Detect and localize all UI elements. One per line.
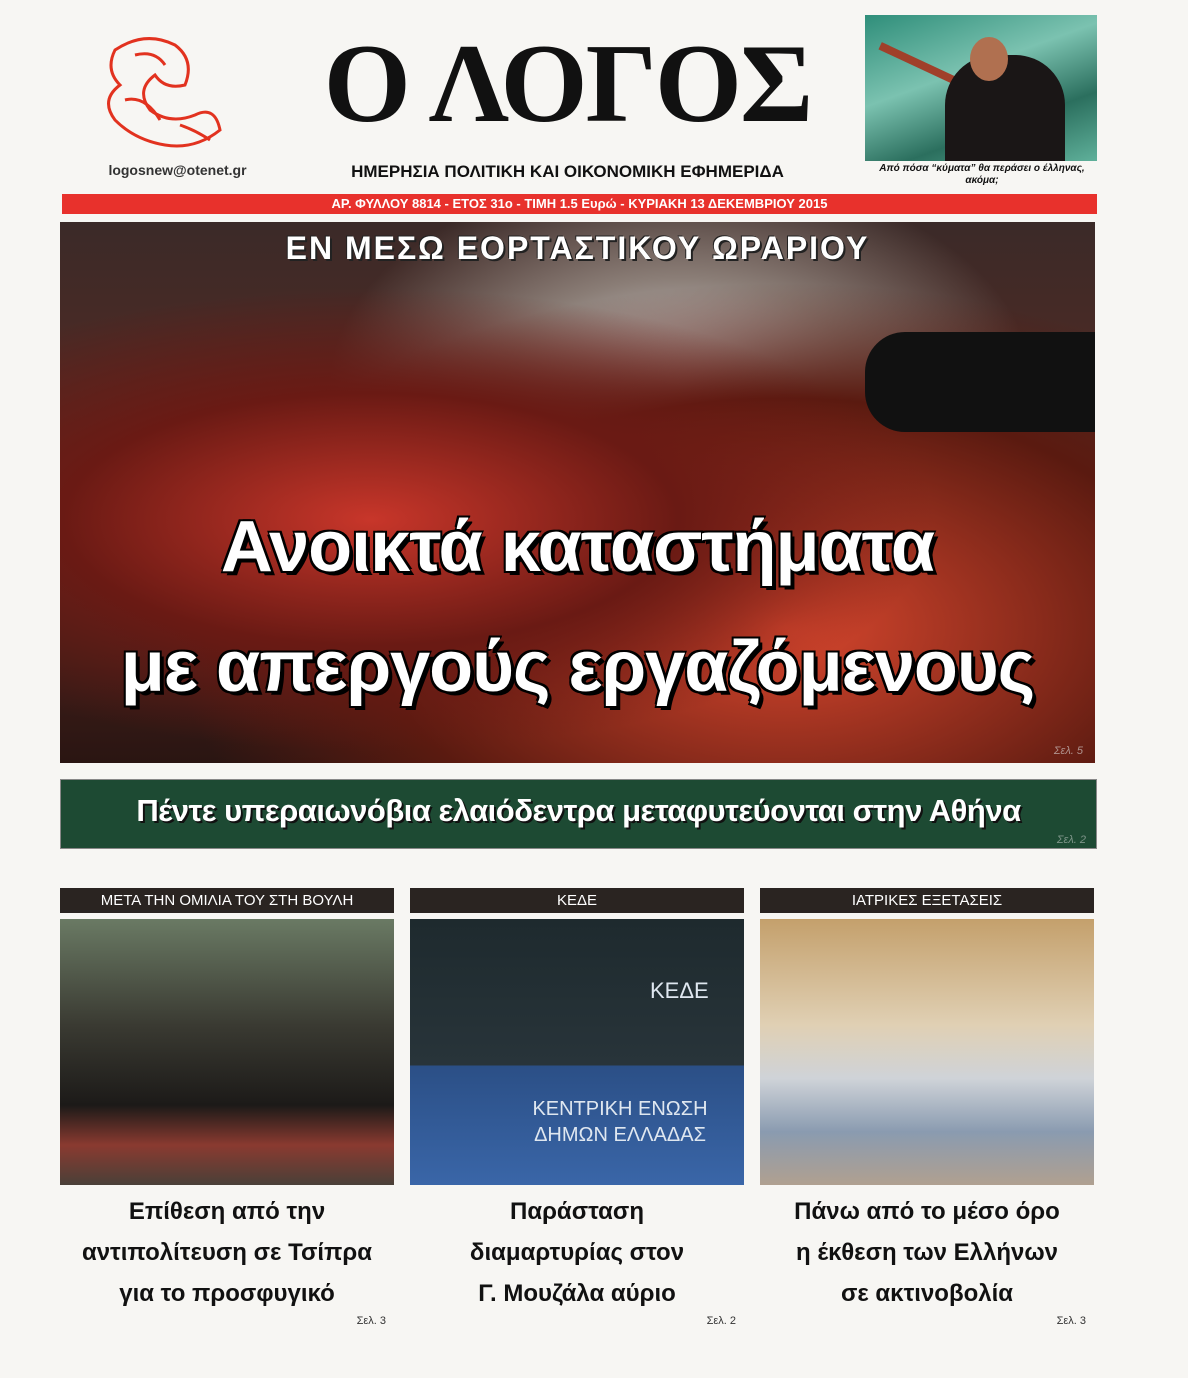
- story-page-ref: Σελ. 3: [356, 1315, 386, 1327]
- story-headline-line: Γ. Μουζάλα αύριο: [478, 1280, 676, 1307]
- cartoon-caption: Από πόσα “κύματα” θα περάσει ο έλληνας, ακόμα;: [879, 163, 1085, 186]
- story-headline-line: σε ακτινοβολία: [840, 1280, 1014, 1307]
- story-photo: [60, 919, 394, 1185]
- logo-illustration: [95, 30, 230, 155]
- banner-page-ref: Σελ. 2: [1056, 834, 1086, 846]
- issue-info-bar: ΑΡ. ΦΥΛΛΟΥ 8814 - ΕΤΟΣ 31ο - ΤΙΜΗ 1.5 Ευρώ - ΚΥΡΙΑΚΗ 13 ΔΕΚΕΜΒΡΙΟΥ 2015: [62, 194, 1097, 214]
- masthead-title: Ο ΛΟΓΟΣ: [323, 22, 812, 146]
- story-refugees[interactable]: [60, 888, 394, 1328]
- story-headline-line: διαμαρτυρίας στον: [469, 1239, 685, 1266]
- section-label: ΚΕΔΕ: [410, 888, 744, 913]
- photo-kede-logo: ΚΕΔΕ: [650, 978, 709, 1003]
- story-headline-line: Επίθεση από την: [128, 1198, 326, 1225]
- story-headline-line: Πάνω από το μέσο όρο: [794, 1198, 1060, 1225]
- masthead-subtitle: ΗΜΕΡΗΣΙΑ ΠΟΛΙΤΙΚΗ ΚΑΙ ΟΙΚΟΝΟΜΙΚΗ ΕΦΗΜΕΡΙΔΑ: [351, 162, 784, 181]
- banner-headline: Πέντε υπεραιωνόβια ελαιόδεντρα μεταφυτεύονται στην Αθήνα: [136, 793, 1021, 828]
- lead-headline-line2: με απεργούς εργαζόμενους: [120, 627, 1035, 707]
- lead-headline-line1: Ανοικτά καταστήματα: [220, 507, 935, 587]
- lead-page-ref: Σελ. 5: [1053, 745, 1083, 757]
- story-headline-line: αντιπολίτευση σε Τσίπρα: [81, 1239, 373, 1266]
- story-photo: [410, 919, 744, 1185]
- hero-photo-detail: [865, 332, 1095, 432]
- contact-email: logosnew@otenet.gr: [108, 162, 247, 178]
- story-headline-line: Παράσταση: [510, 1198, 644, 1225]
- banner-story[interactable]: [60, 779, 1097, 849]
- story-headline-line: για το προσφυγικό: [119, 1280, 335, 1307]
- story-headline-line: η έκθεση των Ελλήνων: [796, 1239, 1058, 1266]
- story-page-ref: Σελ. 2: [706, 1315, 736, 1327]
- story-page-ref: Σελ. 3: [1056, 1315, 1086, 1327]
- cartoon-image: [865, 15, 1097, 161]
- story-photo: [760, 919, 1094, 1185]
- section-label: ΙΑΤΡΙΚΕΣ ΕΞΕΤΑΣΕΙΣ: [760, 888, 1094, 913]
- story-radiation[interactable]: [760, 888, 1094, 1328]
- photo-sign-line1: ΚΕΝΤΡΙΚΗ ΕΝΩΣΗ: [532, 1098, 708, 1120]
- lead-kicker: ΕΝ ΜΕΣΩ ΕΟΡΤΑΣΤΙΚΟΥ ΩΡΑΡΙΟΥ: [285, 230, 870, 266]
- lead-headline: [60, 487, 1095, 727]
- lead-story[interactable]: [60, 222, 1095, 763]
- photo-sign-line2: ΔΗΜΩΝ ΕΛΛΑΔΑΣ: [534, 1124, 706, 1146]
- section-label: ΜΕΤΑ ΤΗΝ ΟΜΙΛΙΑ ΤΟΥ ΣΤΗ ΒΟΥΛΗ: [60, 888, 394, 913]
- story-kede[interactable]: [410, 888, 744, 1328]
